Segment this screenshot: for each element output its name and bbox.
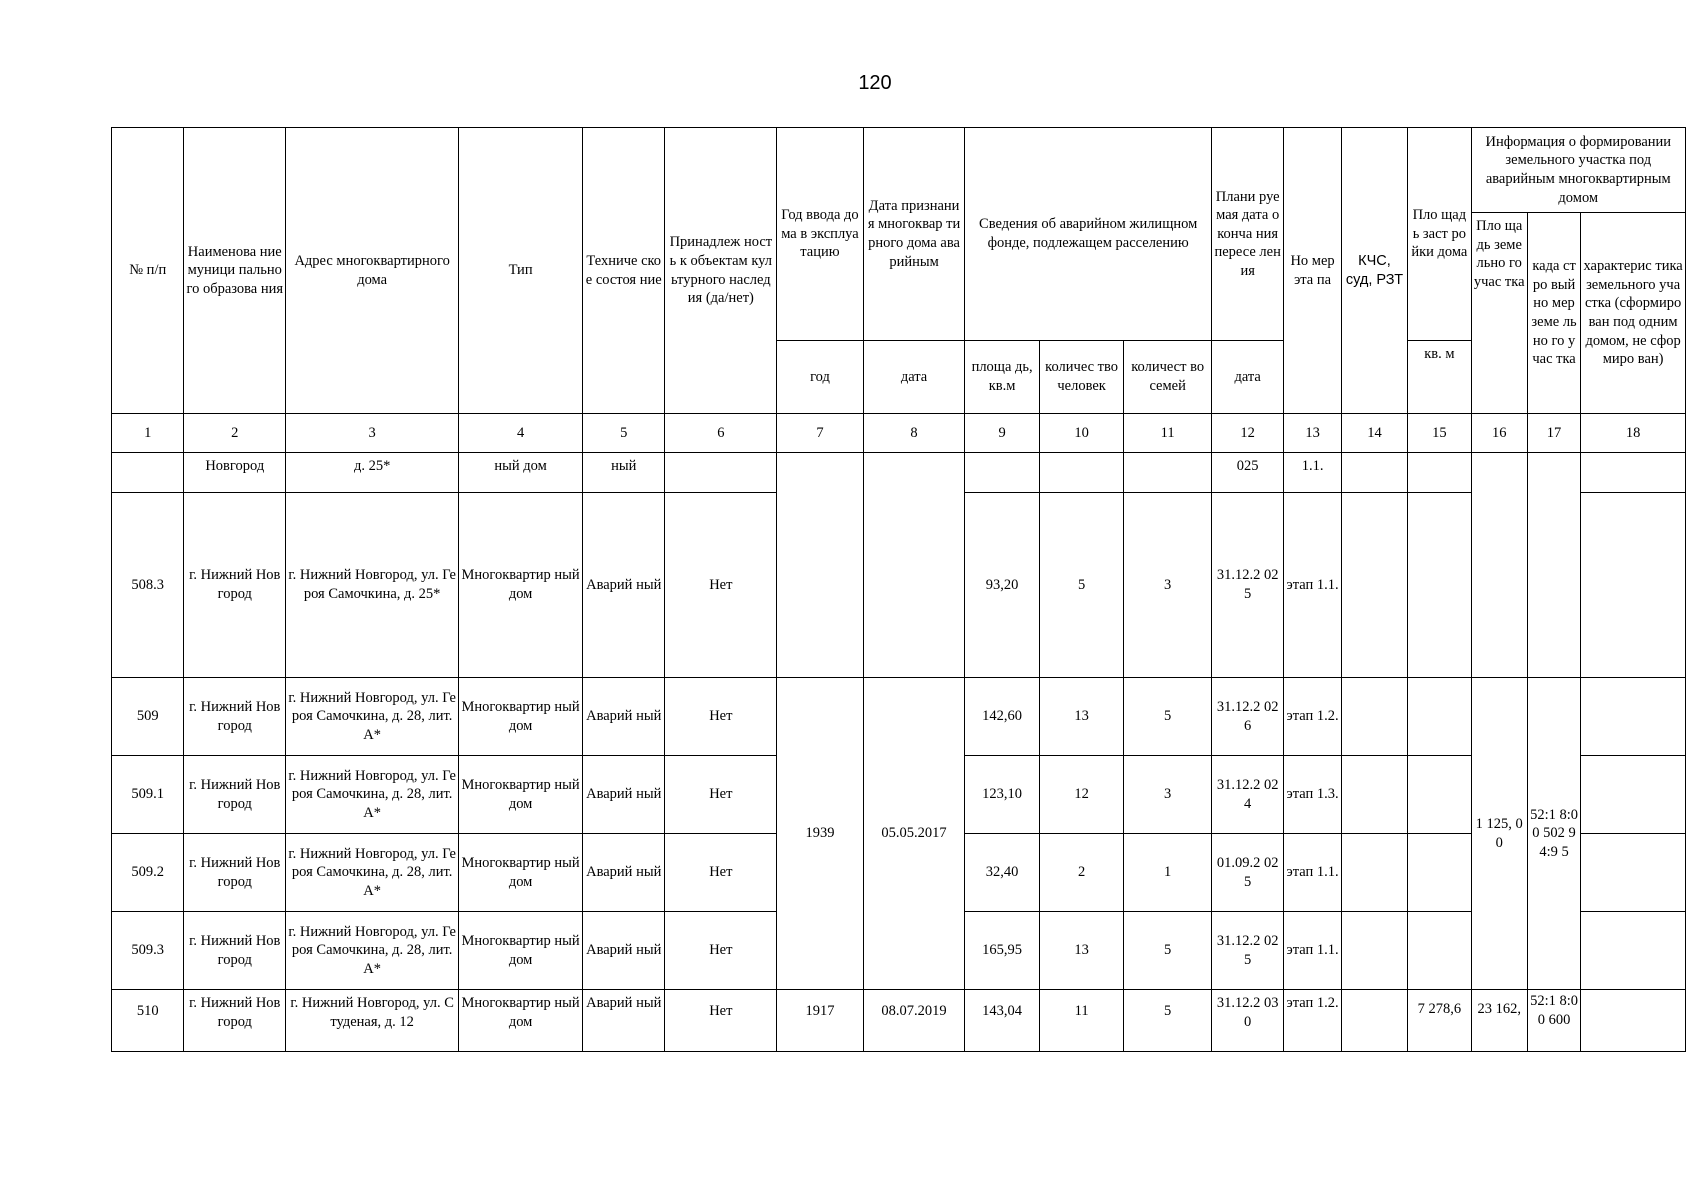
row-kcs xyxy=(1341,990,1407,1052)
group-emergency-date: 05.05.2017 xyxy=(863,678,965,990)
table-row xyxy=(112,453,1686,493)
emergency-housing-table xyxy=(111,127,1686,1052)
row-stage: этап 1.3. xyxy=(1284,756,1341,834)
col-number: 14 xyxy=(1341,414,1407,453)
row-emergency-date: 08.07.2019 xyxy=(863,990,965,1052)
row-people: 11 xyxy=(1039,990,1124,1052)
row-built-area xyxy=(1408,493,1471,678)
row-heritage: Нет xyxy=(665,990,777,1052)
row-num: 510 xyxy=(112,990,184,1052)
group-land-area: 1 125, 00 xyxy=(1471,678,1527,990)
row-kcs xyxy=(1341,678,1407,756)
subheader-people: количес тво человек xyxy=(1039,341,1124,414)
row-kcs xyxy=(1341,453,1407,493)
row-families: 3 xyxy=(1124,756,1212,834)
row-people: 12 xyxy=(1039,756,1124,834)
col-number: 11 xyxy=(1124,414,1212,453)
row-heritage: Нет xyxy=(665,834,777,912)
row-area: 93,20 xyxy=(965,493,1039,678)
row-state: Аварий ный xyxy=(582,990,665,1052)
col-number: 9 xyxy=(965,414,1039,453)
row-stage: этап 1.1. xyxy=(1284,912,1341,990)
header-heritage: Принадлеж ность к объектам культурного наследия (да/нет) xyxy=(665,128,777,414)
row-people: 13 xyxy=(1039,678,1124,756)
row-heritage: Нет xyxy=(665,678,777,756)
row-built-area xyxy=(1408,678,1471,756)
row-kcs xyxy=(1341,493,1407,678)
col-number: 15 xyxy=(1408,414,1471,453)
header-fund-info: Сведения об аварийном жилищном фонде, подлежащем расселению xyxy=(965,128,1212,341)
row-heritage xyxy=(665,453,777,493)
header-land-area: Пло щадь земе льно го учас тка xyxy=(1471,213,1527,414)
row-address: г. Нижний Новгород, ул. Героя Самочкина, д. 28, лит. А* xyxy=(286,678,459,756)
header-land-char: характерис тика земельного участка (сформиро ван под одним домом, не сформиро ван) xyxy=(1581,213,1686,414)
row-state: Аварий ный xyxy=(582,912,665,990)
row-state: Аварий ный xyxy=(582,493,665,678)
header-tech-state: Техниче ское состоя ние xyxy=(582,128,665,414)
row-stage: этап 1.2. xyxy=(1284,678,1341,756)
row-municipality: г. Нижний Новгород xyxy=(184,834,286,912)
row-area: 143,04 xyxy=(965,990,1039,1052)
row-families: 5 xyxy=(1124,912,1212,990)
row-type: Многоквартир ный дом xyxy=(459,834,583,912)
row-families xyxy=(1124,453,1212,493)
header-date-emergency: Дата признания многоквар тирного дома аварийным xyxy=(863,128,965,341)
row-num: 509.1 xyxy=(112,756,184,834)
row-municipality: г. Нижний Новгород xyxy=(184,912,286,990)
row-area: 32,40 xyxy=(965,834,1039,912)
row-address: д. 25* xyxy=(286,453,459,493)
row-area: 123,10 xyxy=(965,756,1039,834)
row-built-area xyxy=(1408,453,1471,493)
row-num xyxy=(112,453,184,493)
col-number: 5 xyxy=(582,414,665,453)
header-kcs: КЧС, суд, РЗТ xyxy=(1341,128,1407,414)
col-number: 8 xyxy=(863,414,965,453)
subheader-date2: дата xyxy=(1211,341,1283,414)
row-land-char xyxy=(1581,678,1686,756)
row-built-area xyxy=(1408,834,1471,912)
group-cadastral: 52:1 8:00 502 94:9 5 xyxy=(1527,678,1580,990)
row-state: Аварий ный xyxy=(582,756,665,834)
row-people: 2 xyxy=(1039,834,1124,912)
subheader-area: площа дь, кв.м xyxy=(965,341,1039,414)
row-land-area: 23 162, xyxy=(1471,990,1527,1052)
row-kcs xyxy=(1341,912,1407,990)
header-built-area: Пло щадь заст ройки дома xyxy=(1408,128,1471,341)
row-land-char xyxy=(1581,493,1686,678)
row-type: Многоквартир ный дом xyxy=(459,678,583,756)
header-stage-num: Но мер эта па xyxy=(1284,128,1341,414)
row-type: Многоквартир ный дом xyxy=(459,912,583,990)
header-type: Тип xyxy=(459,128,583,414)
header-land-info: Информация о формировании земельного участка под аварийным многоквартирным домом xyxy=(1471,128,1685,213)
row-type: ный дом xyxy=(459,453,583,493)
row-state: ный xyxy=(582,453,665,493)
row-address: г. Нижний Новгород, ул. Героя Самочкина, д. 28, лит. А* xyxy=(286,912,459,990)
row-stage: этап 1.1. xyxy=(1284,493,1341,678)
row-land-char xyxy=(1581,990,1686,1052)
col-number: 12 xyxy=(1211,414,1283,453)
column-numbers-row xyxy=(112,414,1686,453)
row-municipality: Новгород xyxy=(184,453,286,493)
row-municipality: г. Нижний Новгород xyxy=(184,990,286,1052)
row-planned-date: 31.12.2 030 xyxy=(1211,990,1283,1052)
row-type: Многоквартир ный дом xyxy=(459,990,583,1052)
row-emergency-date xyxy=(863,453,965,678)
row-land-char xyxy=(1581,834,1686,912)
row-families: 5 xyxy=(1124,990,1212,1052)
row-cadastral: 52:1 8:00 600 xyxy=(1527,990,1580,1052)
row-planned-date: 31.12.2 024 xyxy=(1211,756,1283,834)
row-heritage: Нет xyxy=(665,756,777,834)
row-planned-date: 31.12.2 025 xyxy=(1211,912,1283,990)
row-land-area xyxy=(1471,453,1527,678)
row-address: г. Нижний Новгород, ул. Студеная, д. 12 xyxy=(286,990,459,1052)
row-kcs xyxy=(1341,756,1407,834)
col-number: 6 xyxy=(665,414,777,453)
row-planned-date: 025 xyxy=(1211,453,1283,493)
subheader-date: дата xyxy=(863,341,965,414)
group-year: 1939 xyxy=(777,678,864,990)
row-people: 13 xyxy=(1039,912,1124,990)
row-people xyxy=(1039,453,1124,493)
row-land-char xyxy=(1581,453,1686,493)
row-stage: 1.1. xyxy=(1284,453,1341,493)
col-number: 2 xyxy=(184,414,286,453)
header-cadastral: када стро вый но мер земе льно го учас тка xyxy=(1527,213,1580,414)
row-municipality: г. Нижний Новгород xyxy=(184,756,286,834)
row-kcs xyxy=(1341,834,1407,912)
row-type: Многоквартир ный дом xyxy=(459,493,583,678)
row-built-area xyxy=(1408,912,1471,990)
col-number: 4 xyxy=(459,414,583,453)
row-heritage: Нет xyxy=(665,912,777,990)
row-families: 3 xyxy=(1124,493,1212,678)
row-families: 1 xyxy=(1124,834,1212,912)
row-type: Многоквартир ный дом xyxy=(459,756,583,834)
subheader-year: год xyxy=(777,341,864,414)
col-number: 16 xyxy=(1471,414,1527,453)
header-year-built: Год ввода дома в эксплуа тацию xyxy=(777,128,864,341)
row-num: 508.3 xyxy=(112,493,184,678)
row-address: г. Нижний Новгород, ул. Героя Самочкина, д. 25* xyxy=(286,493,459,678)
header-num: № п/п xyxy=(112,128,184,414)
row-municipality: г. Нижний Новгород xyxy=(184,678,286,756)
col-number: 10 xyxy=(1039,414,1124,453)
subheader-families: количест во семей xyxy=(1124,341,1212,414)
row-planned-date: 31.12.2 026 xyxy=(1211,678,1283,756)
col-number: 7 xyxy=(777,414,864,453)
col-number: 18 xyxy=(1581,414,1686,453)
row-num: 509.2 xyxy=(112,834,184,912)
page-number: 120 xyxy=(858,72,892,94)
row-stage: этап 1.2. xyxy=(1284,990,1341,1052)
table-row xyxy=(112,678,1686,756)
row-heritage: Нет xyxy=(665,493,777,678)
col-number: 13 xyxy=(1284,414,1341,453)
row-num: 509 xyxy=(112,678,184,756)
unit-kvm: кв. м xyxy=(1408,341,1471,414)
row-stage: этап 1.1. xyxy=(1284,834,1341,912)
row-year xyxy=(777,453,864,678)
row-state: Аварий ный xyxy=(582,678,665,756)
row-planned-date: 01.09.2 025 xyxy=(1211,834,1283,912)
row-state: Аварий ный xyxy=(582,834,665,912)
header-address: Адрес многоквартирного дома xyxy=(286,128,459,414)
row-municipality: г. Нижний Новгород xyxy=(184,493,286,678)
row-address: г. Нижний Новгород, ул. Героя Самочкина, д. 28, лит. А* xyxy=(286,756,459,834)
header-municipality: Наименова ние муници пального образова ния xyxy=(184,128,286,414)
row-land-char xyxy=(1581,756,1686,834)
row-built-area xyxy=(1408,756,1471,834)
row-area: 142,60 xyxy=(965,678,1039,756)
table-row xyxy=(112,990,1686,1052)
row-area xyxy=(965,453,1039,493)
col-number: 3 xyxy=(286,414,459,453)
row-year: 1917 xyxy=(777,990,864,1052)
col-number: 1 xyxy=(112,414,184,453)
row-address: г. Нижний Новгород, ул. Героя Самочкина, д. 28, лит. А* xyxy=(286,834,459,912)
row-cadastral xyxy=(1527,453,1580,678)
row-num: 509.3 xyxy=(112,912,184,990)
col-number: 17 xyxy=(1527,414,1580,453)
row-families: 5 xyxy=(1124,678,1212,756)
row-built-area: 7 278,6 xyxy=(1408,990,1471,1052)
row-area: 165,95 xyxy=(965,912,1039,990)
row-land-char xyxy=(1581,912,1686,990)
header-planned-date: Плани руемая дата оконча ния пересе ления xyxy=(1211,128,1283,341)
row-people: 5 xyxy=(1039,493,1124,678)
row-planned-date: 31.12.2 025 xyxy=(1211,493,1283,678)
